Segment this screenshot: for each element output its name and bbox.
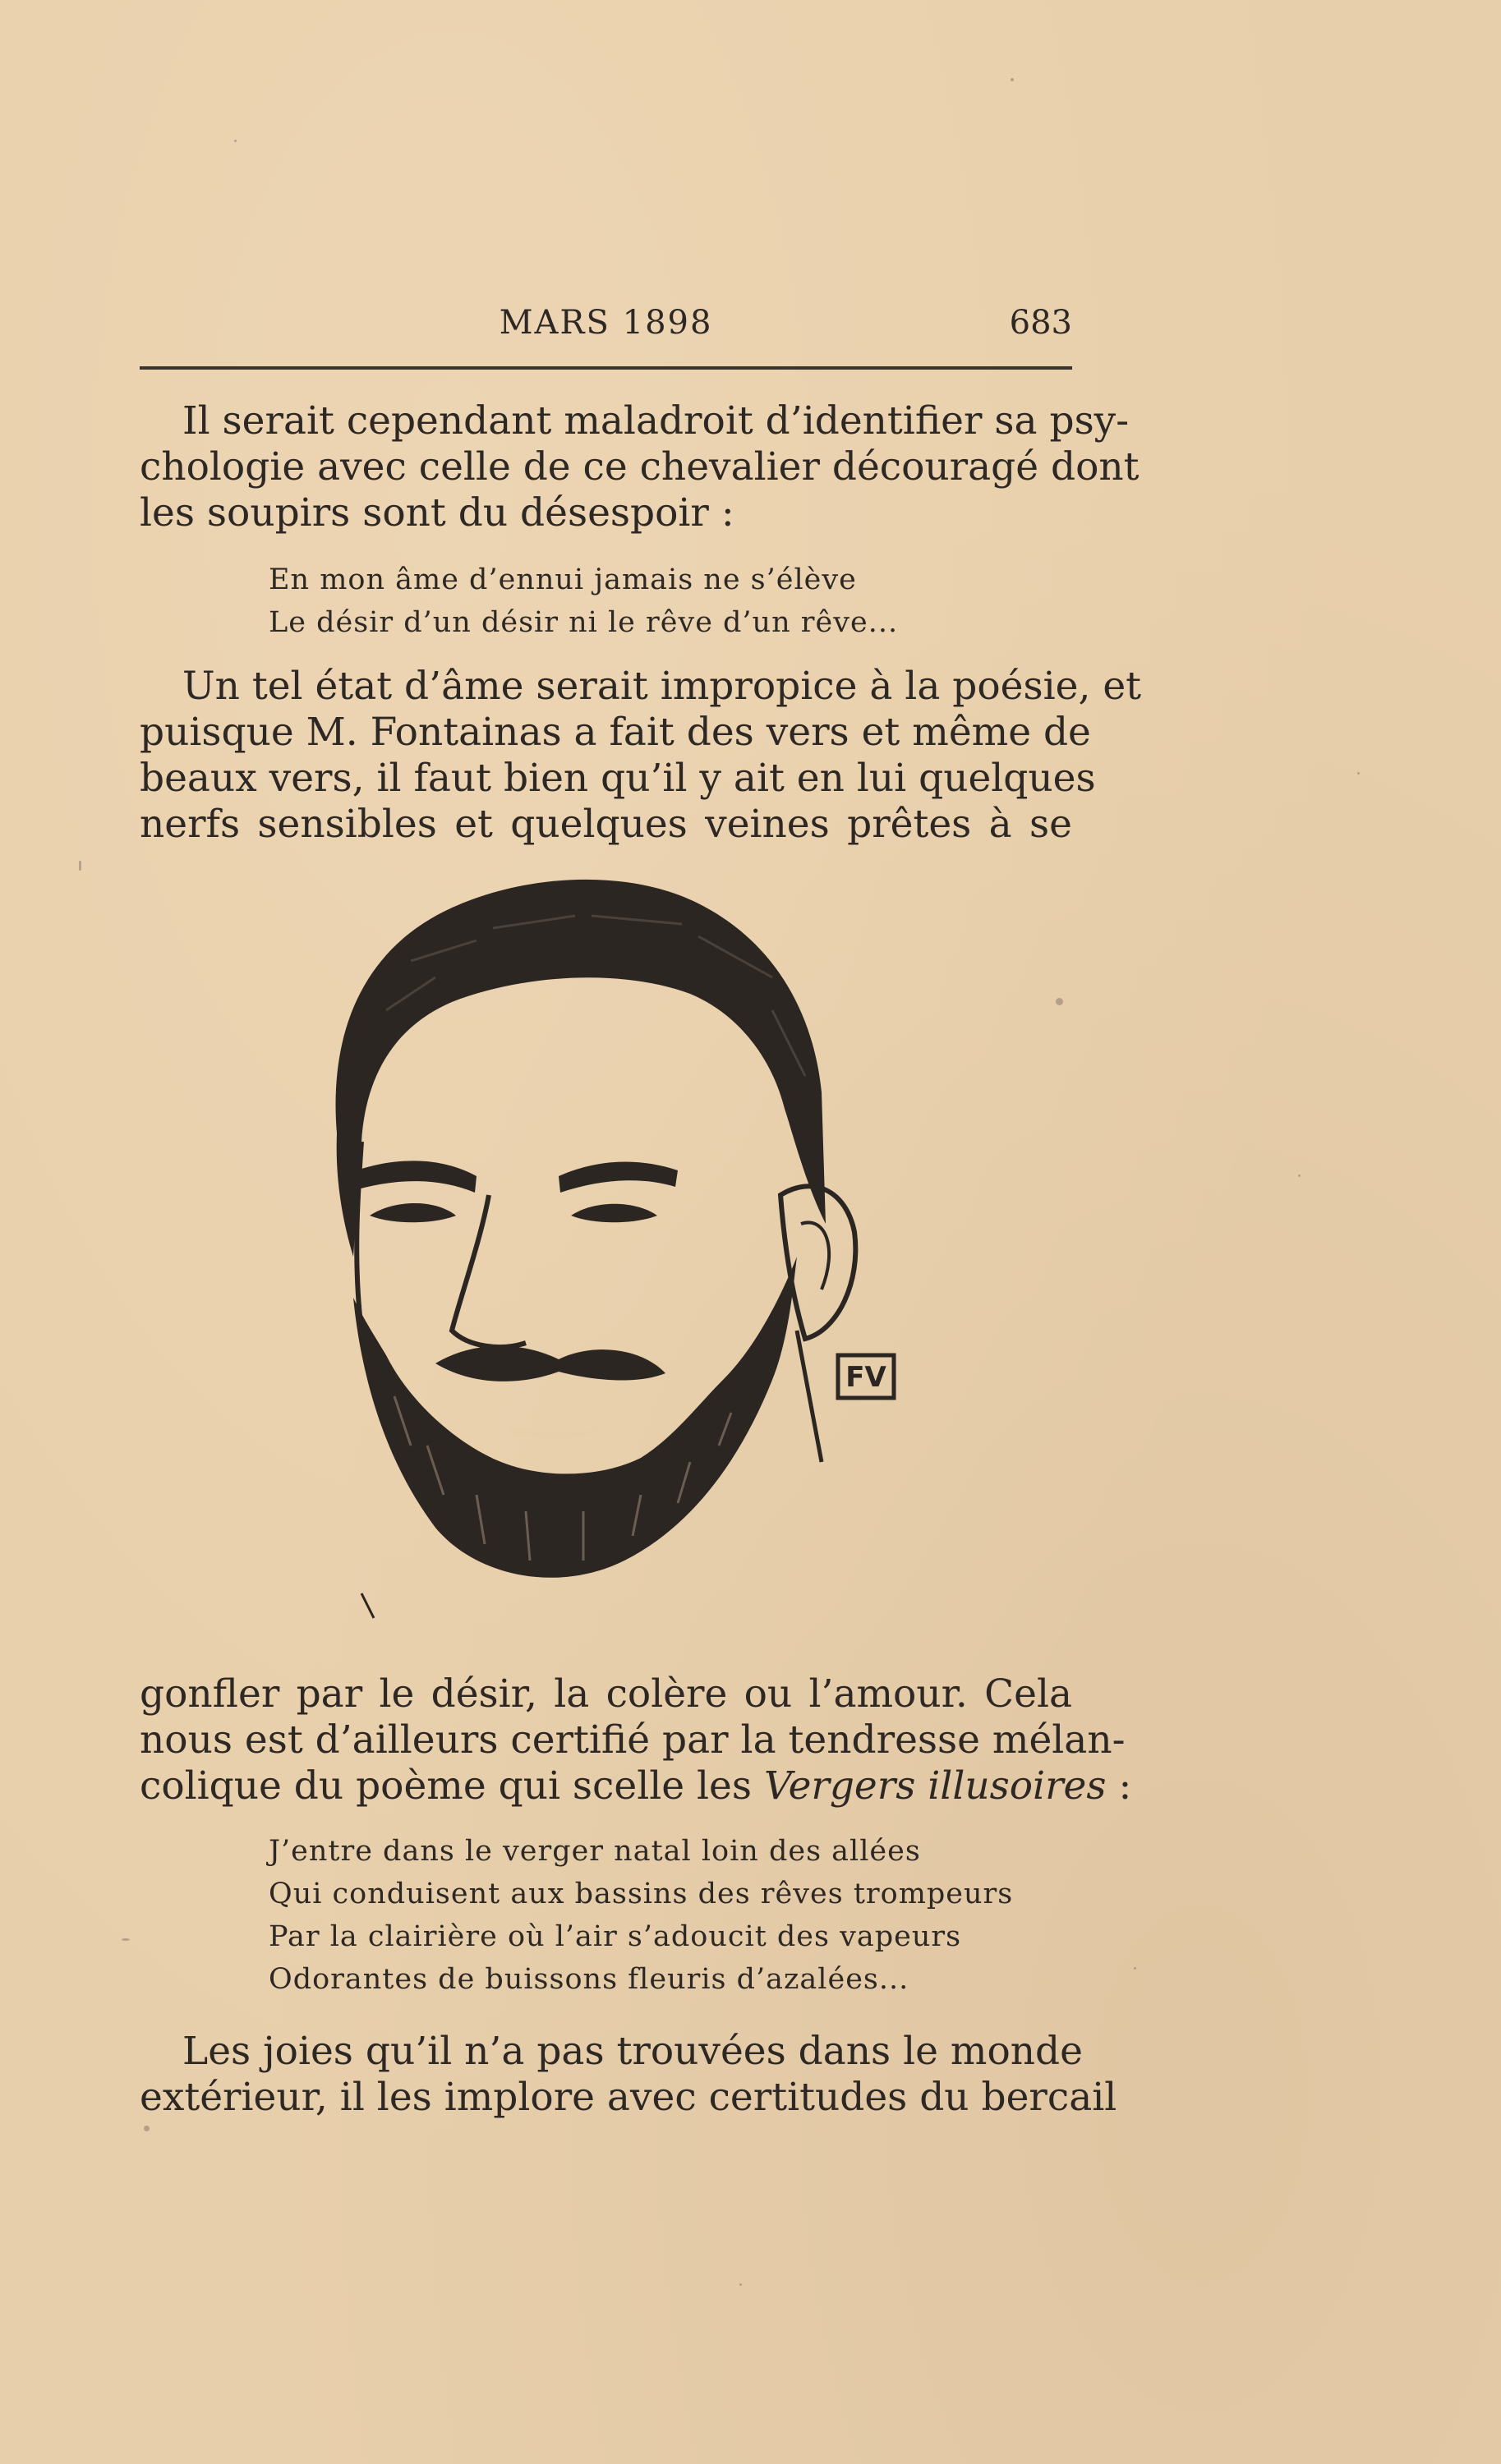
paper-speck <box>234 140 237 142</box>
book-title: Vergers illusoires <box>763 1763 1107 1809</box>
running-header <box>140 304 1072 345</box>
text-line: puisque M. Fontainas a fait des vers et même de <box>140 710 1091 755</box>
text-line: Un tel état d’âme serait impropice à la poésie, et <box>182 664 1142 709</box>
portrait-right-eye <box>571 1204 657 1223</box>
text-line: gonfler par le désir, la colère ou l’amour. Cela <box>140 1671 1072 1717</box>
portrait-right-eyebrow <box>559 1162 678 1193</box>
verse-quote-1 <box>269 559 1008 644</box>
portrait-nose <box>452 1195 526 1347</box>
portrait-left-eyebrow <box>345 1161 477 1193</box>
text-line: beaux vers, il faut bien qu’il y ait en lui quelques <box>140 756 1096 801</box>
portrait-hair <box>336 880 826 1257</box>
verse-line: J’entre dans le verger natal loin des allées <box>269 1835 921 1868</box>
paragraph-4 <box>140 2029 1117 2121</box>
paper-speck <box>1134 1967 1136 1970</box>
text-line: chologie avec celle de ce chevalier découragé dont <box>140 444 1140 490</box>
page-number: 683 <box>1009 304 1072 342</box>
paper-speck <box>1056 998 1063 1005</box>
paper-speck <box>1011 78 1014 81</box>
paper-speck <box>79 861 81 871</box>
portrait-monogram: FV <box>845 1361 886 1394</box>
portrait-mustache <box>435 1346 665 1381</box>
paragraph-2 <box>140 664 1142 848</box>
running-title: MARS 1898 <box>499 304 713 342</box>
paper-speck <box>122 1938 130 1941</box>
portrait-woodcut <box>312 871 904 1659</box>
paragraph-3 <box>140 1671 1132 1809</box>
text-line: nerfs sensibles et quelques veines prêtes à se <box>140 802 1072 847</box>
verse-line: Le désir d’un désir ni le rêve d’un rêve... <box>269 606 899 639</box>
text-segment: : <box>1106 1763 1132 1809</box>
verse-line: En mon âme d’ennui jamais ne s’élève <box>269 563 857 596</box>
verse-line: Par la clairière où l’air s’adoucit des vapeurs <box>269 1920 962 1953</box>
paper-speck <box>1298 1175 1301 1177</box>
paper-speck <box>1357 772 1360 775</box>
text-line-with-title <box>140 1763 1132 1809</box>
verse-line: Odorantes de buissons fleuris d’azalées... <box>269 1963 909 1996</box>
paragraph-1 <box>140 398 1140 536</box>
verse-line: Qui conduisent aux bassins des rêves trompeurs <box>269 1878 1014 1910</box>
text-line: les soupirs sont du désespoir : <box>140 490 734 536</box>
paper-speck <box>739 2283 742 2286</box>
text-line: Il serait cependant maladroit d’identifier sa psy- <box>182 398 1130 444</box>
verse-quote-2 <box>269 1830 1014 2001</box>
portrait-left-eye <box>370 1203 456 1222</box>
text-line: extérieur, il les implore avec certitudes du bercail <box>140 2075 1117 2120</box>
portrait-ear <box>780 1186 855 1339</box>
paper-speck <box>144 2126 150 2131</box>
text-segment: colique du poème qui scelle les <box>140 1763 752 1809</box>
header-rule <box>140 366 1072 370</box>
text-line: Les joies qu’il n’a pas trouvées dans le monde <box>182 2029 1083 2074</box>
text-line: nous est d’ailleurs certifié par la tendresse mélan- <box>140 1717 1126 1763</box>
